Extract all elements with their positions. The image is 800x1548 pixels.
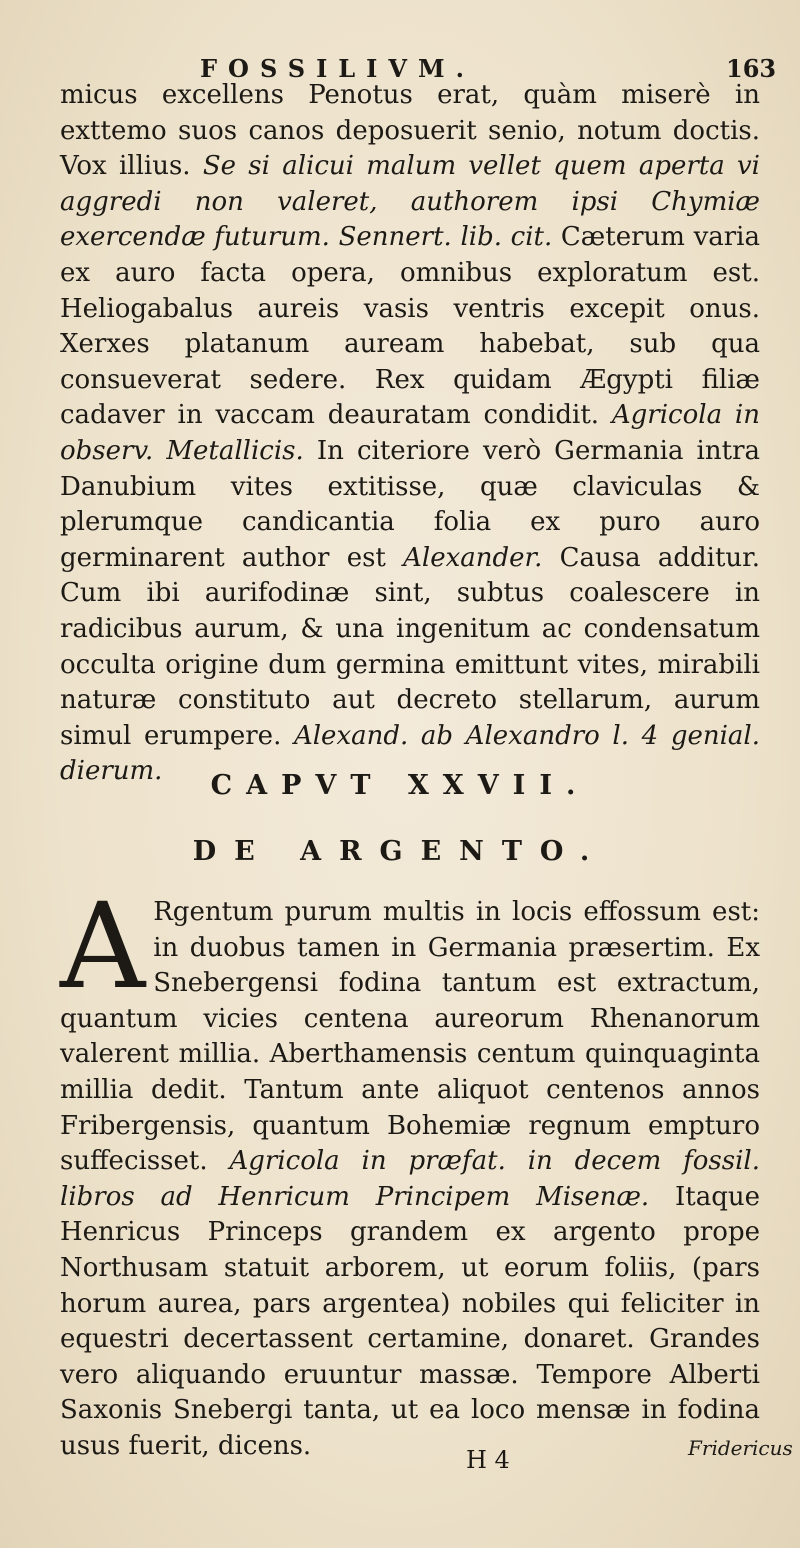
citation: Alexander. [403,542,543,573]
paragraph-silver [60,877,760,1465]
running-title: FOSSILIVM. [200,54,475,83]
signature-mark: H 4 [466,1446,510,1474]
paragraph-text: Cæterum varia ex auro facta opera, omnibus exploratum est. Heliogabalus aureis vasis ventris excepit onus. Xerxes platanum auream habebat, sub qua consueverat sedere. Rex quidam Ægypti filiæ cadaver in vaccam deauratam condidit. [60,222,761,431]
chapter-title: DE ARGENTO. [192,836,608,867]
citation: Agricola in præfat. in decem fossil. libros ad Henricum Principem Misenæ. [60,1146,760,1212]
paragraph-text: Rgentum purum multis in locis effossum est: in duobus tamen in Germania præsertim. Ex Snebergensi fodina tantum est extractum, quantum vicies centena aureorum Rhenanorum valerent millia. Aberthamensis centum quinquaginta millia dedit. Tantum ante aliquot centenos annos Fribergensis, quantum Bohemiæ regnum empturo suffecisset. [60,897,760,1177]
page-number: 163 [726,54,777,83]
drop-cap: A [60,877,146,1015]
paragraph-text: Causa additur. Cum ibi aurifodinæ sint, subtus coalescere in radicibus aurum, & una ingenitum ac condensatum occulta origine dum germina emittunt vites, mirabili naturæ constituto aut decreto stellarum, aurum simul erumpere. [60,542,760,751]
paragraph-text: micus excellens Penotus erat, quàm miserè in exttemo suos canos deposuerit senio, notum doctis. Vox illius. [60,80,760,182]
paragraph-gold [60,78,760,790]
paragraph-text: Itaque Henricus Princeps grandem ex argento prope Northusam statuit arborem, ut eorum foliis, (pars horum aurea, pars argentea) nobiles qui feliciter in equestri decertassent certamine, donaret. Grandes vero aliquando eruuntur massæ. Tempore Alberti Saxonis Snebergi tanta, ut ea loco mensæ in fodina usus fuerit, dicens. [60,1181,760,1461]
page-footer [0,1436,800,1486]
citation: Alexand. ab Alexandro l. 4 genial. dierum. [60,720,760,787]
catchword: Fridericus [688,1436,793,1460]
citation: Agricola in observ. Metallicis. [60,400,760,466]
quotation: Se si alicui malum vellet quem aperta vi aggredi non valeret, authorem ipsi Chymiæ exercendæ futurum. Sennert. lib. cit. [60,151,760,253]
paragraph-text: In citeriore verò Germania intra Danubium vites extitisse, quæ claviculas & plerumque candicantia folia ex puro auro germinarent author est [60,435,760,573]
chapter-number: CAPVT XXVII. [210,770,590,801]
